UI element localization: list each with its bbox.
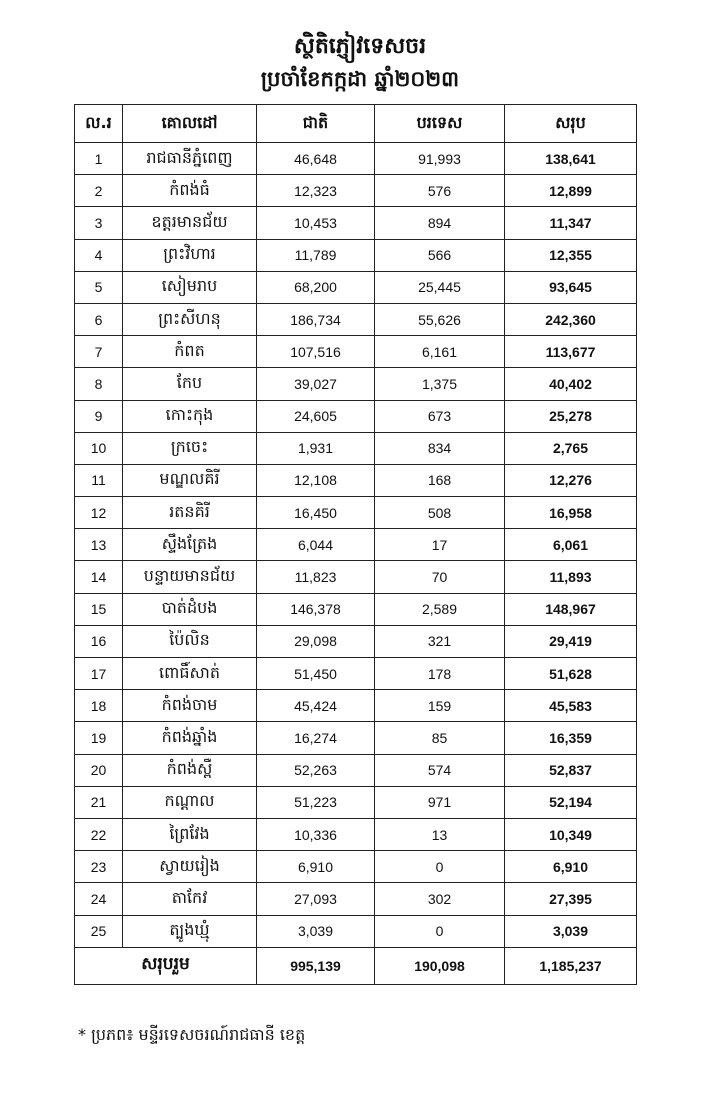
- row-number-cell: 23: [75, 851, 123, 883]
- table-row: [75, 464, 637, 496]
- province-cell: សៀមរាប: [123, 271, 257, 303]
- domestic-cell: 39,027: [257, 368, 375, 400]
- province-cell: បាត់ដំបង: [123, 593, 257, 625]
- foreign-cell: 834: [375, 432, 505, 464]
- total-cell: 2,765: [505, 432, 637, 464]
- row-number-cell: 19: [75, 722, 123, 754]
- total-cell: 11,347: [505, 207, 637, 239]
- foreign-cell: 85: [375, 722, 505, 754]
- table-row: [75, 690, 637, 722]
- domestic-cell: 16,450: [257, 497, 375, 529]
- province-cell: រាជធានីភ្នំពេញ: [123, 143, 257, 175]
- foreign-cell: 159: [375, 690, 505, 722]
- row-number-cell: 4: [75, 239, 123, 271]
- province-cell: ព្រះវិហារ: [123, 239, 257, 271]
- row-number-cell: 7: [75, 336, 123, 368]
- table-row: [75, 207, 637, 239]
- table-row: [75, 786, 637, 818]
- foreign-cell: 6,161: [375, 336, 505, 368]
- column-header-total: សរុប: [505, 105, 637, 143]
- total-cell: 16,359: [505, 722, 637, 754]
- domestic-cell: 46,648: [257, 143, 375, 175]
- total-cell: 93,645: [505, 271, 637, 303]
- domestic-cell: 107,516: [257, 336, 375, 368]
- domestic-cell: 27,093: [257, 883, 375, 915]
- province-cell: ស្ទឹងត្រែង: [123, 529, 257, 561]
- row-number-cell: 2: [75, 175, 123, 207]
- foreign-cell: 302: [375, 883, 505, 915]
- summary-label: សរុបរួម: [75, 947, 257, 984]
- table-row: [75, 529, 637, 561]
- row-number-cell: 15: [75, 593, 123, 625]
- domestic-cell: 45,424: [257, 690, 375, 722]
- province-cell: កណ្ដាល: [123, 786, 257, 818]
- total-cell: 10,349: [505, 818, 637, 850]
- province-cell: កែប: [123, 368, 257, 400]
- foreign-cell: 971: [375, 786, 505, 818]
- table-row: [75, 851, 637, 883]
- summary-row: [75, 947, 637, 984]
- total-cell: 16,958: [505, 497, 637, 529]
- total-cell: 12,276: [505, 464, 637, 496]
- total-cell: 148,967: [505, 593, 637, 625]
- table-row: [75, 336, 637, 368]
- domestic-cell: 16,274: [257, 722, 375, 754]
- total-cell: 12,355: [505, 239, 637, 271]
- total-cell: 6,910: [505, 851, 637, 883]
- province-cell: កំពង់ធំ: [123, 175, 257, 207]
- row-number-cell: 10: [75, 432, 123, 464]
- province-cell: រតនគិរី: [123, 497, 257, 529]
- row-number-cell: 8: [75, 368, 123, 400]
- summary-total: 1,185,237: [505, 947, 637, 984]
- domestic-cell: 10,336: [257, 818, 375, 850]
- row-number-cell: 5: [75, 271, 123, 303]
- table-row: [75, 400, 637, 432]
- province-cell: ព្រៃវែង: [123, 818, 257, 850]
- domestic-cell: 52,263: [257, 754, 375, 786]
- foreign-cell: 2,589: [375, 593, 505, 625]
- province-cell: ក្រចេះ: [123, 432, 257, 464]
- domestic-cell: 24,605: [257, 400, 375, 432]
- summary-domestic: 995,139: [257, 947, 375, 984]
- foreign-cell: 70: [375, 561, 505, 593]
- province-cell: កោះកុង: [123, 400, 257, 432]
- tourist-statistics-table: [74, 104, 637, 985]
- total-cell: 27,395: [505, 883, 637, 915]
- province-cell: កំពង់ស្ពឺ: [123, 754, 257, 786]
- column-header-destination: គោលដៅ: [123, 105, 257, 143]
- domestic-cell: 29,098: [257, 625, 375, 657]
- total-cell: 40,402: [505, 368, 637, 400]
- total-cell: 138,641: [505, 143, 637, 175]
- row-number-cell: 12: [75, 497, 123, 529]
- table-row: [75, 625, 637, 657]
- row-number-cell: 16: [75, 625, 123, 657]
- province-cell: ពោធិ៍សាត់: [123, 658, 257, 690]
- table-row: [75, 722, 637, 754]
- row-number-cell: 21: [75, 786, 123, 818]
- page-title: ស្ថិតិភ្ញៀវទេសចរ: [293, 34, 427, 59]
- table-row: [75, 143, 637, 175]
- domestic-cell: 11,823: [257, 561, 375, 593]
- row-number-cell: 6: [75, 303, 123, 335]
- total-cell: 51,628: [505, 658, 637, 690]
- row-number-cell: 13: [75, 529, 123, 561]
- total-cell: 12,899: [505, 175, 637, 207]
- foreign-cell: 0: [375, 851, 505, 883]
- page-subtitle: ប្រចាំខែកក្កដា ឆ្នាំ២០២៣: [260, 67, 460, 91]
- domestic-cell: 3,039: [257, 915, 375, 947]
- province-cell: ព្រះសីហនុ: [123, 303, 257, 335]
- table-row: [75, 271, 637, 303]
- foreign-cell: 178: [375, 658, 505, 690]
- domestic-cell: 11,789: [257, 239, 375, 271]
- province-cell: ឧត្តរមានជ័យ: [123, 207, 257, 239]
- foreign-cell: 1,375: [375, 368, 505, 400]
- total-cell: 11,893: [505, 561, 637, 593]
- column-header-foreign: បរទេស: [375, 105, 505, 143]
- table-row: [75, 818, 637, 850]
- total-cell: 6,061: [505, 529, 637, 561]
- row-number-cell: 20: [75, 754, 123, 786]
- foreign-cell: 574: [375, 754, 505, 786]
- summary-foreign: 190,098: [375, 947, 505, 984]
- table-row: [75, 658, 637, 690]
- table-row: [75, 593, 637, 625]
- row-number-cell: 22: [75, 818, 123, 850]
- table-header-row: [75, 105, 637, 143]
- foreign-cell: 17: [375, 529, 505, 561]
- row-number-cell: 11: [75, 464, 123, 496]
- domestic-cell: 51,450: [257, 658, 375, 690]
- total-cell: 52,837: [505, 754, 637, 786]
- total-cell: 52,194: [505, 786, 637, 818]
- table-row: [75, 497, 637, 529]
- foreign-cell: 673: [375, 400, 505, 432]
- table-row: [75, 175, 637, 207]
- total-cell: 242,360: [505, 303, 637, 335]
- foreign-cell: 508: [375, 497, 505, 529]
- table-row: [75, 432, 637, 464]
- domestic-cell: 1,931: [257, 432, 375, 464]
- row-number-cell: 9: [75, 400, 123, 432]
- domestic-cell: 51,223: [257, 786, 375, 818]
- foreign-cell: 55,626: [375, 303, 505, 335]
- row-number-cell: 24: [75, 883, 123, 915]
- table-row: [75, 754, 637, 786]
- table-row: [75, 915, 637, 947]
- foreign-cell: 894: [375, 207, 505, 239]
- row-number-cell: 14: [75, 561, 123, 593]
- province-cell: ស្វាយរៀង: [123, 851, 257, 883]
- domestic-cell: 68,200: [257, 271, 375, 303]
- foreign-cell: 13: [375, 818, 505, 850]
- row-number-cell: 1: [75, 143, 123, 175]
- domestic-cell: 6,910: [257, 851, 375, 883]
- table-row: [75, 239, 637, 271]
- province-cell: តាកែវ: [123, 883, 257, 915]
- table-row: [75, 883, 637, 915]
- total-cell: 25,278: [505, 400, 637, 432]
- foreign-cell: 168: [375, 464, 505, 496]
- province-cell: ប៉ៃលិន: [123, 625, 257, 657]
- domestic-cell: 146,378: [257, 593, 375, 625]
- foreign-cell: 0: [375, 915, 505, 947]
- province-cell: កំពង់ចាម: [123, 690, 257, 722]
- row-number-cell: 17: [75, 658, 123, 690]
- row-number-cell: 25: [75, 915, 123, 947]
- foreign-cell: 91,993: [375, 143, 505, 175]
- foreign-cell: 566: [375, 239, 505, 271]
- domestic-cell: 6,044: [257, 529, 375, 561]
- total-cell: 29,419: [505, 625, 637, 657]
- source-note: * ប្រភព៖ មន្ទីរទេសចរណ៍រាជធានី ខេត្ត: [78, 1025, 306, 1044]
- province-cell: មណ្ឌលគិរី: [123, 464, 257, 496]
- domestic-cell: 10,453: [257, 207, 375, 239]
- province-cell: បន្ទាយមានជ័យ: [123, 561, 257, 593]
- total-cell: 3,039: [505, 915, 637, 947]
- table-body: [75, 143, 637, 948]
- province-cell: ត្បូងឃ្មុំ: [123, 915, 257, 947]
- foreign-cell: 25,445: [375, 271, 505, 303]
- province-cell: កំពង់ឆ្នាំង: [123, 722, 257, 754]
- table-row: [75, 368, 637, 400]
- row-number-cell: 18: [75, 690, 123, 722]
- foreign-cell: 321: [375, 625, 505, 657]
- domestic-cell: 12,323: [257, 175, 375, 207]
- column-header-number: ល.រ: [75, 105, 123, 143]
- domestic-cell: 186,734: [257, 303, 375, 335]
- total-cell: 113,677: [505, 336, 637, 368]
- column-header-domestic: ជាតិ: [257, 105, 375, 143]
- table-row: [75, 561, 637, 593]
- row-number-cell: 3: [75, 207, 123, 239]
- domestic-cell: 12,108: [257, 464, 375, 496]
- total-cell: 45,583: [505, 690, 637, 722]
- foreign-cell: 576: [375, 175, 505, 207]
- table-row: [75, 303, 637, 335]
- province-cell: កំពត: [123, 336, 257, 368]
